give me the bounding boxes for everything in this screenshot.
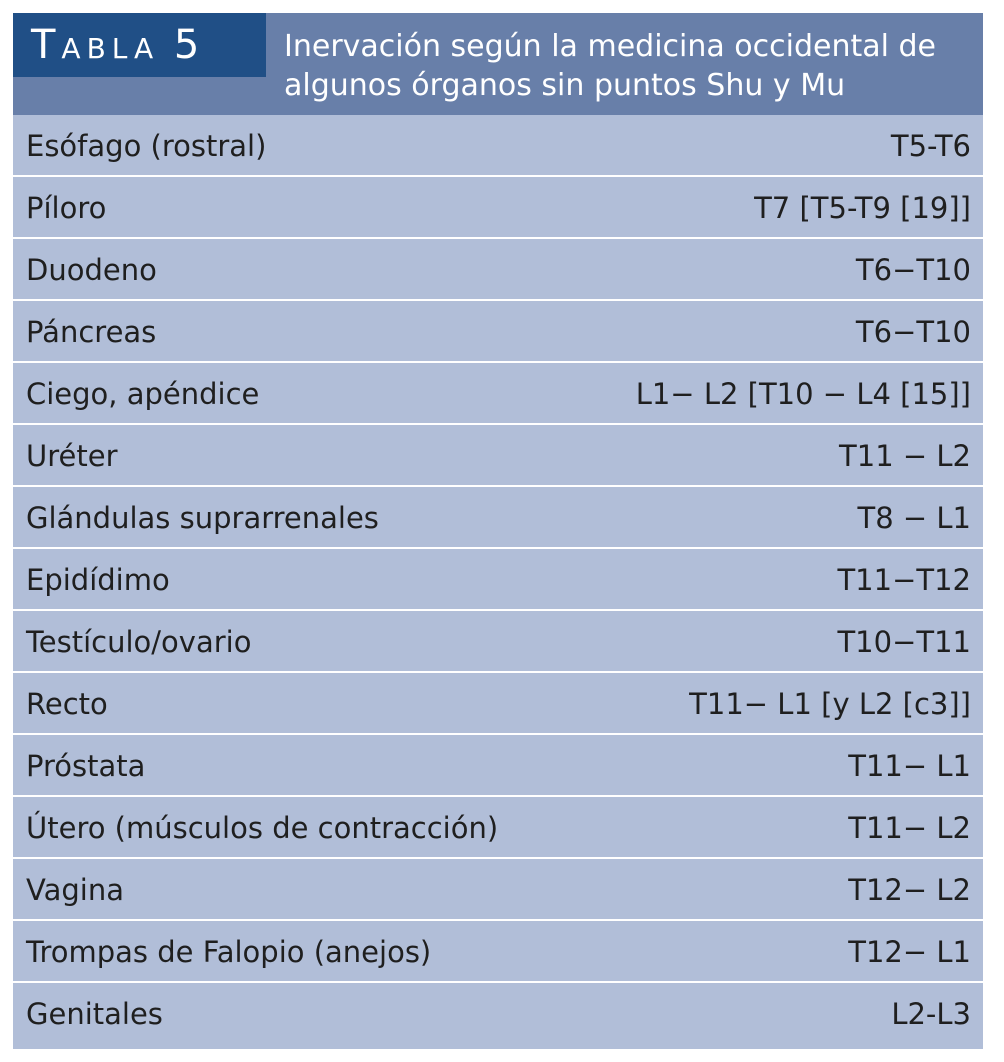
- caption-line-2: algunos órganos sin puntos Shu y Mu: [284, 68, 846, 103]
- table-row: [13, 673, 983, 735]
- segments-cell: T6−T10: [855, 253, 971, 287]
- segments-cell: T10−T11: [837, 625, 971, 659]
- table-row: [13, 487, 983, 549]
- table-number-label: [13, 13, 266, 77]
- table-caption: [284, 27, 974, 105]
- segments-cell: T11− L1 [y L2 [c3]]: [689, 687, 971, 721]
- segments-cell: L2-L3: [891, 997, 971, 1031]
- table-row: [13, 797, 983, 859]
- segments-cell: T11−T12: [837, 563, 971, 597]
- segments-cell: T11− L2: [848, 811, 971, 845]
- table-header: [13, 13, 983, 115]
- table-row: [13, 239, 983, 301]
- table-row: [13, 611, 983, 673]
- segments-cell: T12− L1: [848, 935, 971, 969]
- table-row: [13, 735, 983, 797]
- organ-cell: Ciego, apéndice: [26, 377, 260, 411]
- table-row: [13, 177, 983, 239]
- organ-cell: Esófago (rostral): [26, 129, 267, 163]
- table-row: [13, 115, 983, 177]
- segments-cell: T12− L2: [848, 873, 971, 907]
- table-label-word: Tabla: [31, 22, 160, 68]
- caption-line-1: Inervación según la medicina occidental de: [284, 29, 937, 64]
- organ-cell: Recto: [26, 687, 108, 721]
- table-row: [13, 859, 983, 921]
- organ-cell: Próstata: [26, 749, 146, 783]
- organ-cell: Glándulas suprarrenales: [26, 501, 379, 535]
- segments-cell: T5-T6: [890, 129, 971, 163]
- table-row: [13, 983, 983, 1045]
- table-row: [13, 425, 983, 487]
- organ-cell: Uréter: [26, 439, 118, 473]
- segments-cell: T6−T10: [855, 315, 971, 349]
- organ-cell: Útero (músculos de contracción): [26, 811, 499, 845]
- table-row: [13, 921, 983, 983]
- organ-cell: Trompas de Falopio (anejos): [26, 935, 432, 969]
- segments-cell: T7 [T5-T9 [19]]: [754, 191, 971, 225]
- organ-cell: Páncreas: [26, 315, 157, 349]
- organ-cell: Duodeno: [26, 253, 157, 287]
- table-body: [13, 115, 983, 1045]
- organ-cell: Genitales: [26, 997, 163, 1031]
- organ-cell: Epidídimo: [26, 563, 170, 597]
- segments-cell: T11− L1: [848, 749, 971, 783]
- table-row: [13, 301, 983, 363]
- organ-cell: Píloro: [26, 191, 107, 225]
- table-row: [13, 363, 983, 425]
- segments-cell: T8 − L1: [857, 501, 971, 535]
- table-row: [13, 549, 983, 611]
- organ-cell: Testículo/ovario: [26, 625, 252, 659]
- organ-cell: Vagina: [26, 873, 124, 907]
- segments-cell: T11 − L2: [839, 439, 971, 473]
- segments-cell: L1− L2 [T10 − L4 [15]]: [635, 377, 971, 411]
- table-number: 5: [173, 22, 202, 68]
- innervation-table: [13, 13, 983, 1049]
